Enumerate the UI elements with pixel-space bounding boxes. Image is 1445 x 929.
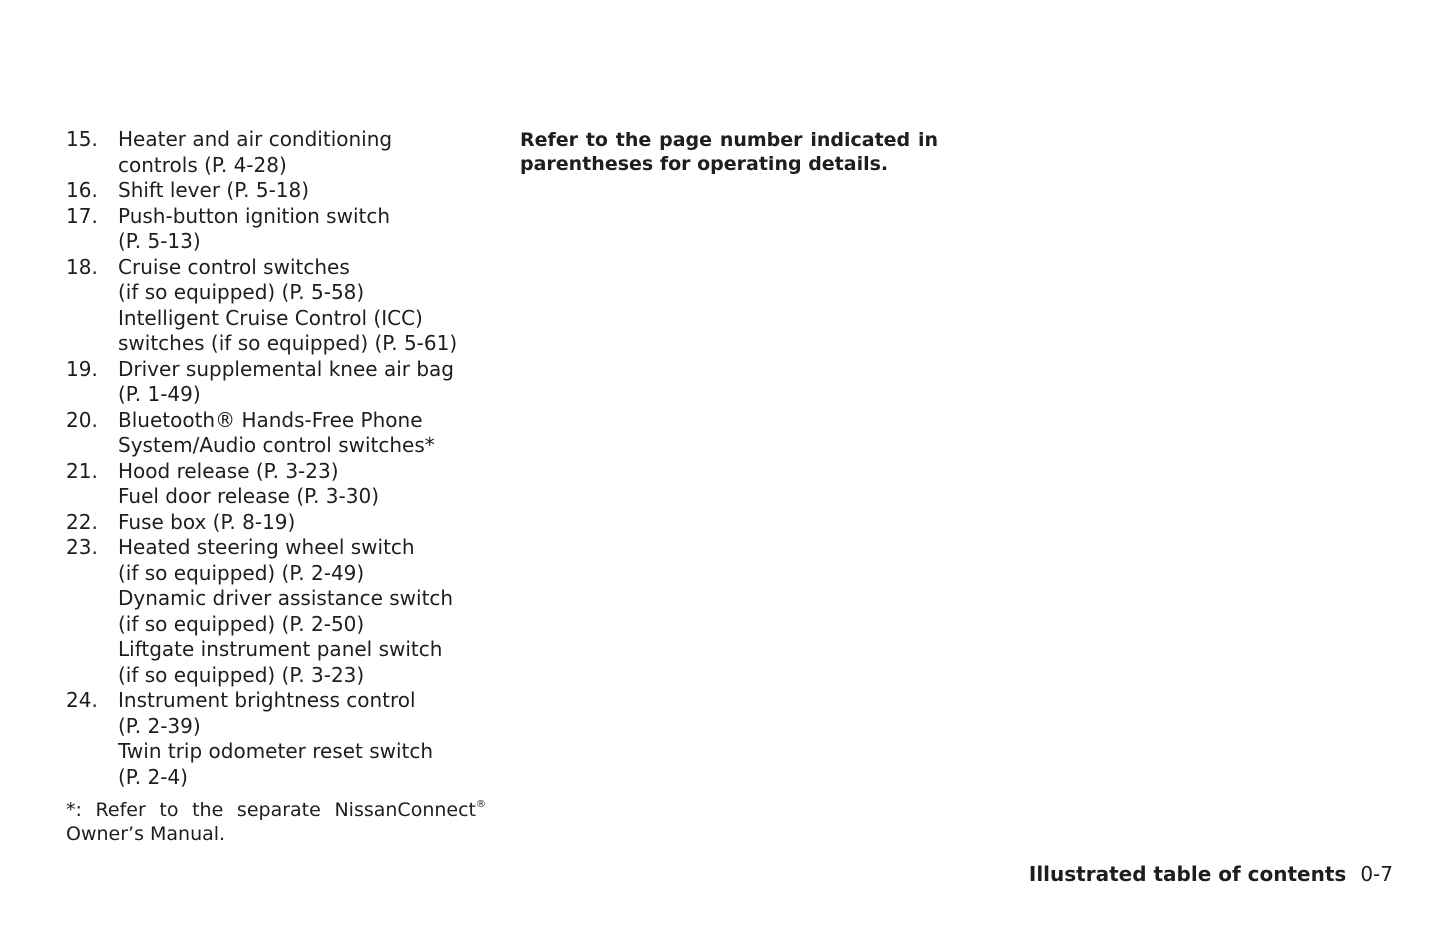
section-title: Illustrated table of contents — [1028, 862, 1347, 886]
item-line: Push-button ignition switch — [118, 203, 391, 228]
item-line: (P. 2-4) — [118, 764, 188, 789]
list-item — [66, 510, 486, 536]
item-number: 16. — [66, 178, 98, 202]
item-line: Shift lever (P. 5-18) — [118, 178, 310, 202]
item-line: Instrument brightness control — [118, 688, 416, 712]
item-text — [118, 688, 486, 790]
item-text — [118, 357, 486, 408]
item-line: Dynamic driver assistance switch — [118, 586, 454, 610]
item-number: 23. — [66, 535, 98, 559]
item-text — [118, 255, 486, 357]
item-line: Hood release (P. 3-23) — [118, 458, 339, 483]
item-line: Liftgate instrument panel switch — [118, 637, 443, 661]
item-line: (if so equipped) (P. 3-23) — [118, 662, 365, 687]
component-list — [66, 127, 486, 846]
item-line: controls (P. 4-28) — [118, 152, 287, 177]
footnote — [66, 793, 486, 846]
list-item — [66, 255, 486, 357]
item-line: Cruise control switches — [118, 254, 350, 279]
list-item — [66, 127, 486, 178]
item-text — [118, 408, 486, 459]
item-text — [118, 178, 486, 204]
item-text — [118, 510, 486, 536]
item-text — [118, 127, 486, 178]
item-line: Fuse box (P. 8-19) — [118, 509, 296, 534]
list-item — [66, 459, 486, 510]
item-number: 22. — [66, 509, 98, 534]
item-line: Twin trip odometer reset switch — [118, 739, 434, 763]
list-item — [66, 688, 486, 790]
item-number: 21. — [66, 458, 98, 483]
item-line: (if so equipped) (P. 5-58) — [118, 280, 365, 304]
item-text — [118, 535, 486, 688]
item-text — [118, 459, 486, 510]
list-item — [66, 204, 486, 255]
item-line: Fuel door release (P. 3-30) — [118, 484, 379, 508]
item-text — [118, 204, 486, 255]
item-line: (P. 2-39) — [118, 713, 201, 738]
item-line: (P. 5-13) — [118, 229, 201, 253]
item-line: Bluetooth® Hands-Free Phone — [118, 407, 423, 432]
item-line: Heater and air conditioning — [118, 127, 393, 151]
item-number: 19. — [66, 356, 98, 381]
item-line: (if so equipped) (P. 2-49) — [118, 560, 365, 585]
list-item — [66, 357, 486, 408]
item-line: Driver supplemental knee air bag — [118, 356, 454, 381]
item-line: Heated steering wheel switch — [118, 535, 415, 559]
item-number: 24. — [66, 688, 98, 712]
footnote-text: *: Refer to the separate NissanConnect — [66, 799, 476, 821]
registered-mark: ® — [476, 799, 486, 810]
list-item — [66, 178, 486, 204]
item-number: 20. — [66, 407, 98, 432]
item-line: System/Audio control switches* — [118, 433, 435, 457]
page-number: 0-7 — [1360, 862, 1393, 886]
page-footer — [1029, 862, 1393, 886]
item-number: 15. — [66, 127, 98, 151]
footnote-text-continued: Owner’s Manual. — [66, 823, 226, 845]
item-line: switches (if so equipped) (P. 5-61) — [118, 331, 458, 355]
item-line: (P. 1-49) — [118, 382, 201, 406]
list-item — [66, 408, 486, 459]
item-line: Intelligent Cruise Control (ICC) — [118, 305, 423, 330]
list-item — [66, 535, 486, 688]
reference-note: Refer to the page number indicated in parentheses for operating details. — [520, 129, 938, 175]
item-number: 18. — [66, 254, 98, 279]
items-container — [66, 127, 486, 790]
item-line: (if so equipped) (P. 2-50) — [118, 611, 365, 636]
item-number: 17. — [66, 203, 98, 228]
